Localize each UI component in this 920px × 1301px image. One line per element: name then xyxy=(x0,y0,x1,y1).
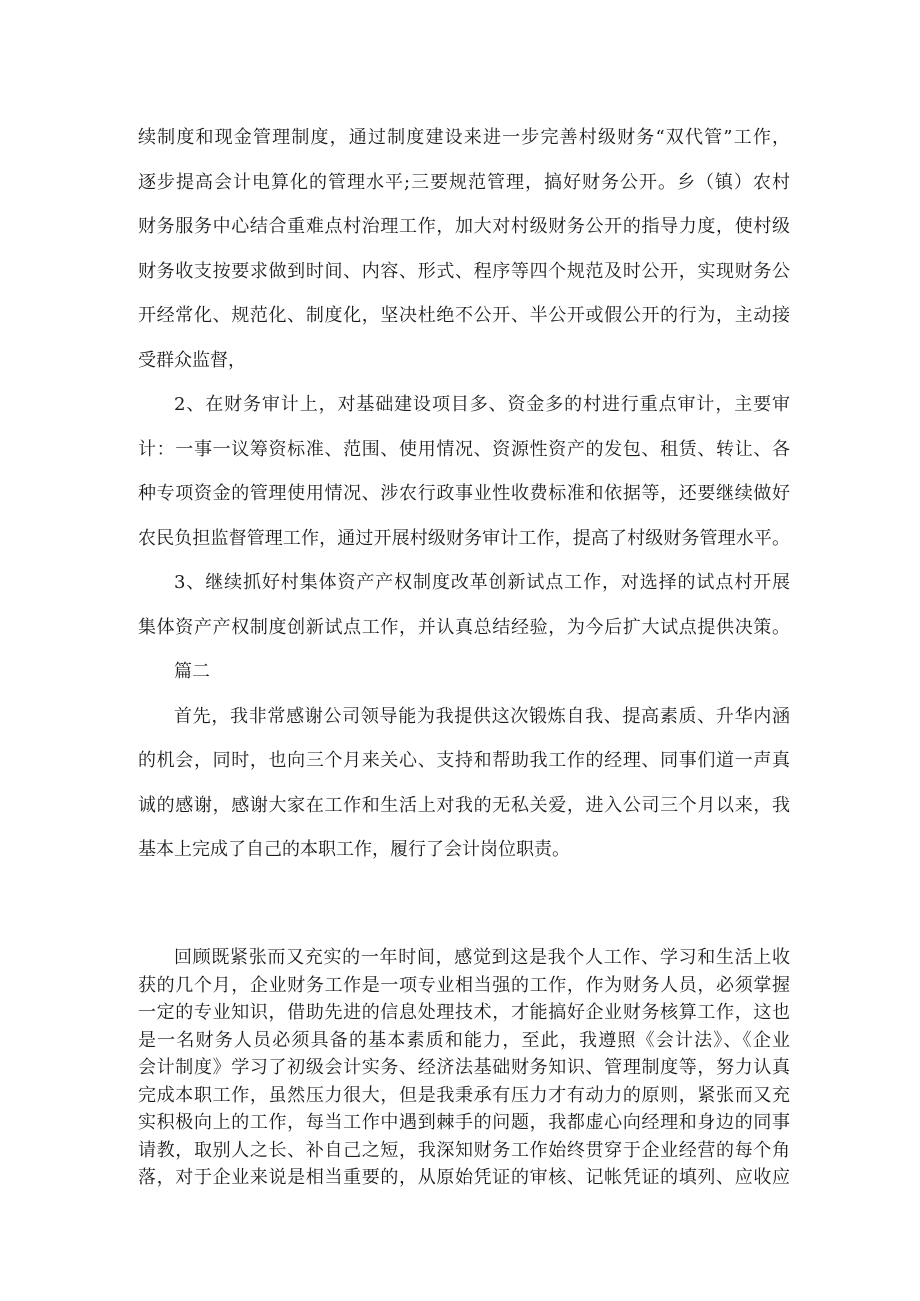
text-line: 计：一事一议筹资标准、范围、使用情况、资源性资产的发包、租赁、转让、各 xyxy=(138,438,790,460)
text-line: 的机会，同时，也向三个月来关心、支持和帮助我工作的经理、同事们道一声真 xyxy=(138,750,790,771)
text-line: 诚的感谢，感谢大家在工作和生活上对我的无私关爱，进入公司三个月以来，我 xyxy=(138,794,790,816)
text-line: 2、在财务审计上，对基础建设项目多、资金多的村进行重点审计，主要审 xyxy=(174,394,790,415)
text-line: 开经常化、规范化、制度化，坚决杜绝不公开、半公开或假公开的行为，主动接 xyxy=(138,305,790,326)
text-line: 请教，取别人之长、补自己之短，我深知财务工作始终贯穿于企业经营的每个角 xyxy=(138,1139,790,1161)
text-line: 逐步提高会计电算化的管理水平;三要规范管理，搞好财务公开。乡（镇）农村 xyxy=(138,171,790,193)
document-body-lower xyxy=(138,944,790,1192)
text-line: 种专项资金的管理使用情况、涉农行政事业性收费标准和依据等，还要继续做好 xyxy=(138,483,790,504)
text-line: 基本上完成了自己的本职工作，履行了会计岗位职责。 xyxy=(138,839,570,860)
text-line: 财务服务中心结合重难点村治理工作，加大对村级财务公开的指导力度，使村级 xyxy=(138,216,790,237)
text-line: 农民负担监督管理工作，通过开展村级财务审计工作，提高了村级财务管理水平。 xyxy=(138,527,790,549)
text-line: 集体资产产权制度创新试点工作，并认真总结经验，为今后扩大试点提供决策。 xyxy=(138,616,790,638)
text-line: 首先，我非常感谢公司领导能为我提供这次锻炼自我、提高素质、升华内涵 xyxy=(174,705,790,727)
text-line: 完成本职工作，虽然压力很大，但是我秉承有压力才有动力的原则，紧张而又充 xyxy=(138,1084,790,1106)
text-line: 获的几个月，企业财务工作是一项专业相当强的工作，作为财务人员，必须掌握 xyxy=(138,974,790,996)
text-line: 财务收支按要求做到时间、内容、形式、程序等四个规范及时公开，实现财务公 xyxy=(138,260,790,282)
text-line: 落，对于企业来说是相当重要的，从原始凭证的审核、记帐凭证的填列、应收应 xyxy=(138,1167,790,1188)
text-line: 实积极向上的工作，每当工作中遇到棘手的问题，我都虚心向经理和身边的同事 xyxy=(138,1112,790,1133)
text-line: 会计制度》学习了初级会计实务、经济法基础财务知识、管理制度等，努力认真 xyxy=(138,1057,790,1078)
text-line: 续制度和现金管理制度，通过制度建设来进一步完善村级财务“双代管”工作， xyxy=(138,127,790,148)
text-line: 3、继续抓好村集体资产产权制度改革创新试点工作，对选择的试点村开展 xyxy=(174,572,790,593)
text-line: 受群众监督， xyxy=(138,349,246,371)
document-body-upper xyxy=(138,116,790,873)
text-line: 回顾既紧张而又充实的一年时间，感觉到这是我个人工作、学习和生活上收 xyxy=(174,947,790,968)
text-line: 一定的专业知识，借助先进的信息处理技术，才能搞好企业财务核算工作，这也 xyxy=(138,1002,790,1023)
section-heading: 篇二 xyxy=(174,661,210,682)
text-line: 是一名财务人员必须具备的基本素质和能力，至此，我遵照《会计法》、《企业 xyxy=(138,1029,790,1051)
